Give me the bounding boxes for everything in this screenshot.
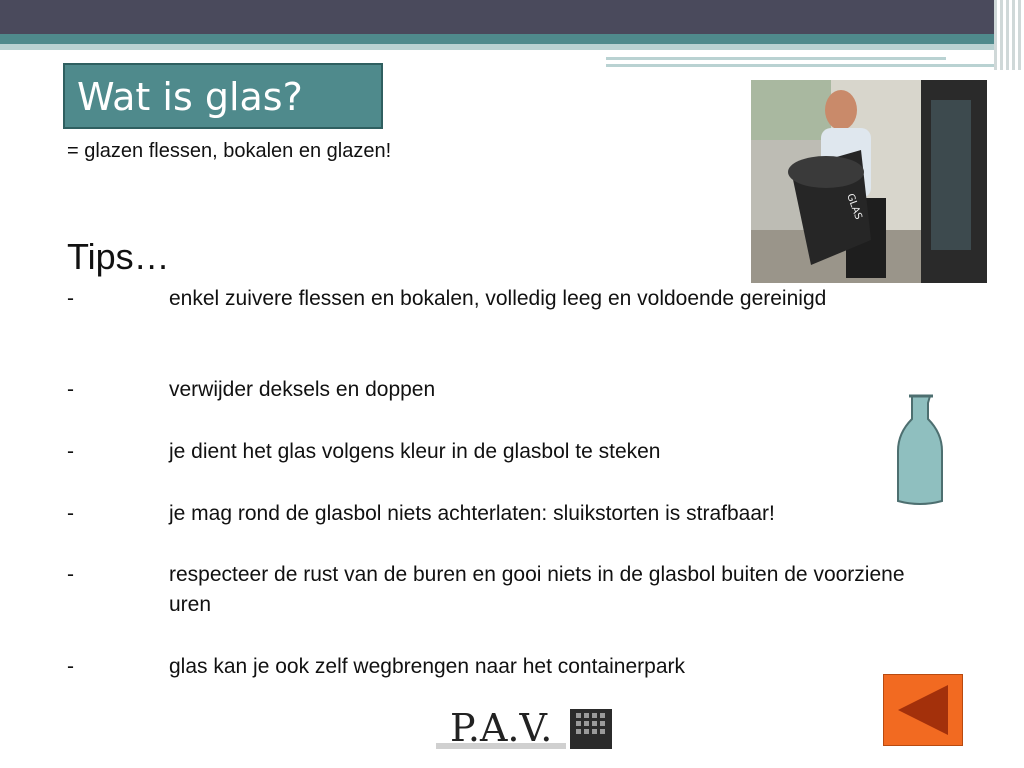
bullet-dash: - bbox=[67, 287, 74, 310]
header-band-light bbox=[0, 44, 1024, 50]
logo-text: P.A.V. bbox=[450, 706, 553, 750]
bullet-text: respecteer de rust van de buren en gooi niets in de glasbol buiten de voorziene uren bbox=[169, 563, 905, 616]
pav-logo bbox=[436, 703, 616, 753]
bullet-dash: - bbox=[67, 440, 74, 463]
bullet-dash: - bbox=[67, 655, 74, 678]
header-stripes bbox=[994, 0, 1024, 70]
tips-heading: Tips… bbox=[67, 236, 170, 277]
bottle-icon bbox=[893, 393, 947, 508]
header-accent-line bbox=[606, 64, 1024, 67]
header-band-dark bbox=[0, 0, 1024, 34]
glass-bin-photo bbox=[751, 80, 987, 283]
slide-title: Wat is glas? bbox=[77, 75, 303, 119]
slide-subtitle: = glazen flessen, bokalen en glazen! bbox=[67, 140, 392, 162]
bin-label: GLAS bbox=[844, 192, 864, 222]
bullet-dash: - bbox=[67, 502, 74, 525]
bullet-text: verwijder deksels en doppen bbox=[169, 378, 436, 401]
title-box bbox=[63, 63, 383, 129]
bullet-text: je mag rond de glasbol niets achterlaten: sluikstorten is strafbaar! bbox=[169, 502, 775, 525]
bullet-dash: - bbox=[67, 378, 74, 401]
bullet-text: glas kan je ook zelf wegbrengen naar het containerpark bbox=[169, 655, 685, 678]
bullet-text: enkel zuivere flessen en bokalen, volledig leeg en voldoende gereinigd bbox=[169, 287, 827, 310]
bullet-text: je dient het glas volgens kleur in de glasbol te steken bbox=[169, 440, 661, 463]
previous-arrow-icon bbox=[884, 675, 962, 745]
header-accent-line bbox=[606, 57, 946, 60]
bullet-dash: - bbox=[67, 563, 74, 586]
previous-slide-button[interactable] bbox=[883, 674, 963, 746]
header-band-teal bbox=[0, 34, 1024, 44]
